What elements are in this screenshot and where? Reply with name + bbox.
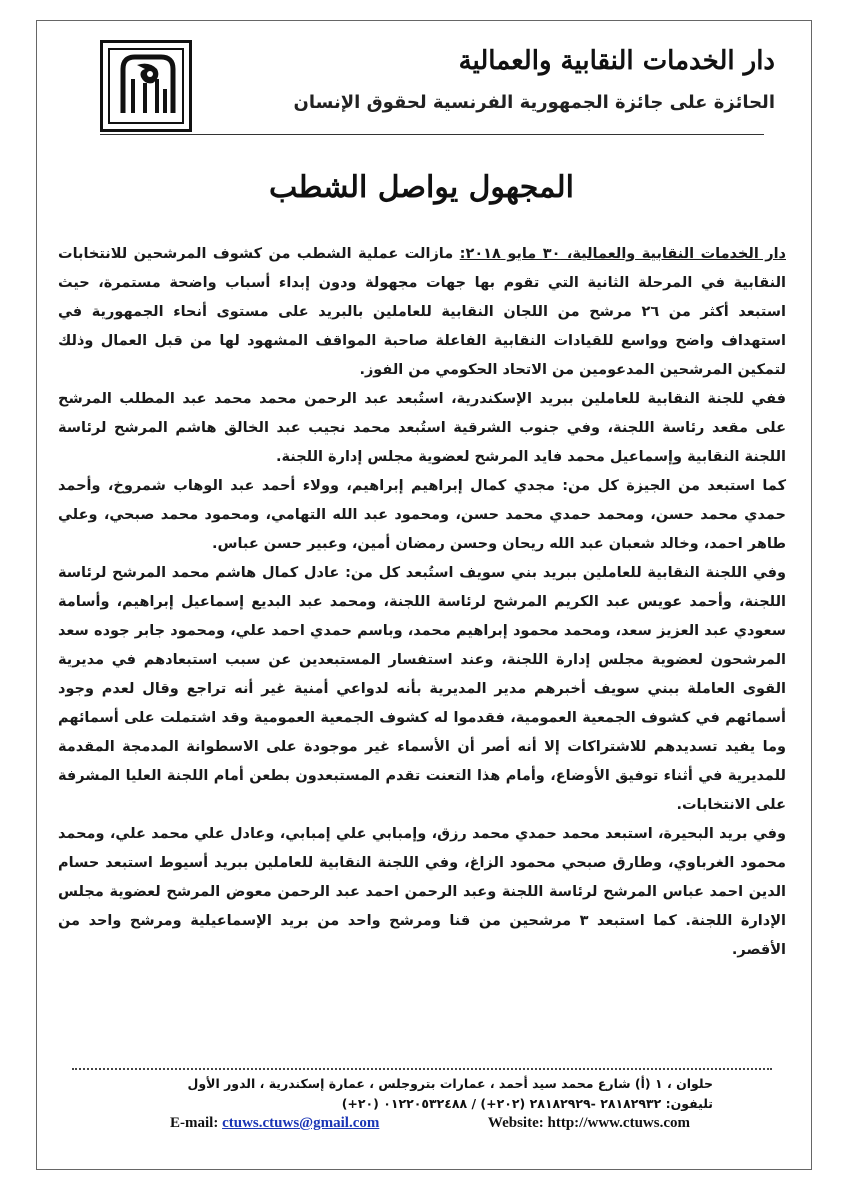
footer-email <box>170 1115 379 1132</box>
header-divider <box>100 134 764 135</box>
footer-phone: تليفون: ٢٨١٨٢٩٣٢ -٢٨١٨٢٩٢٩ (٢٠٢+) / ٠١٢٢٠٥٣٢٤٨٨ (٢٠+) <box>341 1096 713 1111</box>
fist-emblem-icon <box>103 43 189 129</box>
paragraph-intro-text: مازالت عملية الشطب من كشوف المرشحين للانتخابات النقابية في المرحلة الثانية التي تقوم بها جهات مجهولة ودون إبداء أسباب واضحة مستمرة، حيث استبعد أكثر من ٢٦ مرشح من اللجان النقابية للعاملين بالبريد على مستوى أنحاء الجمهورية في استهداف واضح وواسع للقيادات النقابية الفاعلة صاحبة المواقف المشهود لها من قبل العمال وذلك لتمكين المرشحين المدعومين من الاتحاد الحكومي من الفوز. <box>58 246 786 378</box>
organization-logo <box>100 40 192 132</box>
footer-address: حلوان ، ١ (أ) شارع محمد سيد أحمد ، عمارات بتروجلس ، عمارة إسكندرية ، الدور الأول <box>187 1076 713 1091</box>
footer-divider <box>72 1068 772 1070</box>
footer-contact <box>170 1115 690 1132</box>
paragraph-intro <box>58 240 786 385</box>
paragraph-alexandria: ففي للجنة النقابية للعاملين ببريد الإسكندرية، استُبعد عبد الرحمن محمد محمد عبد المطلب المرشح على مقعد رئاسة اللجنة، وفي جنوب الشرقية استُبعد محمد نجيب عبد الخالق هاشم المرشح لرئاسة اللجنة النقابية وإسماعيل محمد فايد المرشح لعضوية مجلس إدارة اللجنة. <box>58 391 786 465</box>
email-label: E-mail: <box>170 1115 219 1131</box>
paragraph-beheira: وفي بريد البحيرة، استبعد محمد حمدي محمد رزق، وإمبابي علي إمبابي، وعادل علي محمد علي، ومحمد محمود الغرباوي، وطارق صبحي محمود الزاغ، وفي اللجنة النقابية للعاملين ببريد أسيوط استبعد حسام الدين احمد عباس المرشح لرئاسة اللجنة وعبد الرحمن احمد عبد الرحمن معوض المرشح لعضوية مجلس الإدارة اللجنة. كما استبعد ٣ مرشحين من قنا ومرشح واحد من بريد الإسماعيلية ومرشح واحد من الأقصر. <box>58 826 786 958</box>
dateline: دار الخدمات النقابية والعمالية، ٣٠ مايو ٢٠١٨: <box>459 246 786 262</box>
document-title: المجهول يواصل الشطب <box>269 170 574 205</box>
organization-award: الحائزة على جائزة الجمهورية الفرنسية لحقوق الإنسان <box>293 92 775 113</box>
email-link[interactable]: ctuws.ctuws@gmail.com <box>222 1115 380 1131</box>
paragraph-giza: كما استبعد من الجيزة كل من: مجدي كمال إبراهيم إبراهيم، وولاء أحمد عبد الوهاب شمروخ، وأحمد حمدي محمد حسن، ومحمد حمدي محمد حسن، ومحمود عبد الله التهامي، ومحمود محمد صبحي، وعلي طاهر احمد، وخالد شعبان عبد الله ريحان وحسن رمضان أمين، وعبير حسن عباس. <box>58 478 786 552</box>
organization-name: دار الخدمات النقابية والعمالية <box>458 46 775 76</box>
article-body <box>58 240 786 965</box>
footer-website: Website: http://www.ctuws.com <box>487 1115 690 1131</box>
paragraph-beni-suef: وفي اللجنة النقابية للعاملين ببريد بني سويف استُبعد كل من: عادل كمال هاشم محمد المرشح لرئاسة اللجنة، وأحمد عويس عبد الكريم المرشح لرئاسة اللجنة، ومحمد عبد البديع إسماعيل إبراهيم، وأسامة سعودي عبد العزيز سعد، ومحمد محمود إبراهيم محمد، وباسم حمدي احمد علي، ومحمود جابر جوده سعد المرشحون لعضوية مجلس إدارة اللجنة، وعند استفسار المستبعدين عن سبب استبعادهم في مديرية القوى العاملة ببني سويف أخبرهم مدير المديرية بأنه لدواعي أمنية غير أنه تراجع وقال لعدم وجود أسمائهم في كشوف الجمعية العمومية، فقدموا له كشوف الجمعية العمومية وقد اشتملت على أسمائهم وما يفيد تسديدهم للاشتراكات إلا أنه أصر أن الأسماء غير موجودة على الاسطوانة المدمجة المقدمة للمديرية في أثناء توفيق الأوضاع، وأمام هذا التعنت تقدم المستبعدون بطعن أمام اللجنة العليا المشرفة على الانتخابات. <box>58 565 786 813</box>
